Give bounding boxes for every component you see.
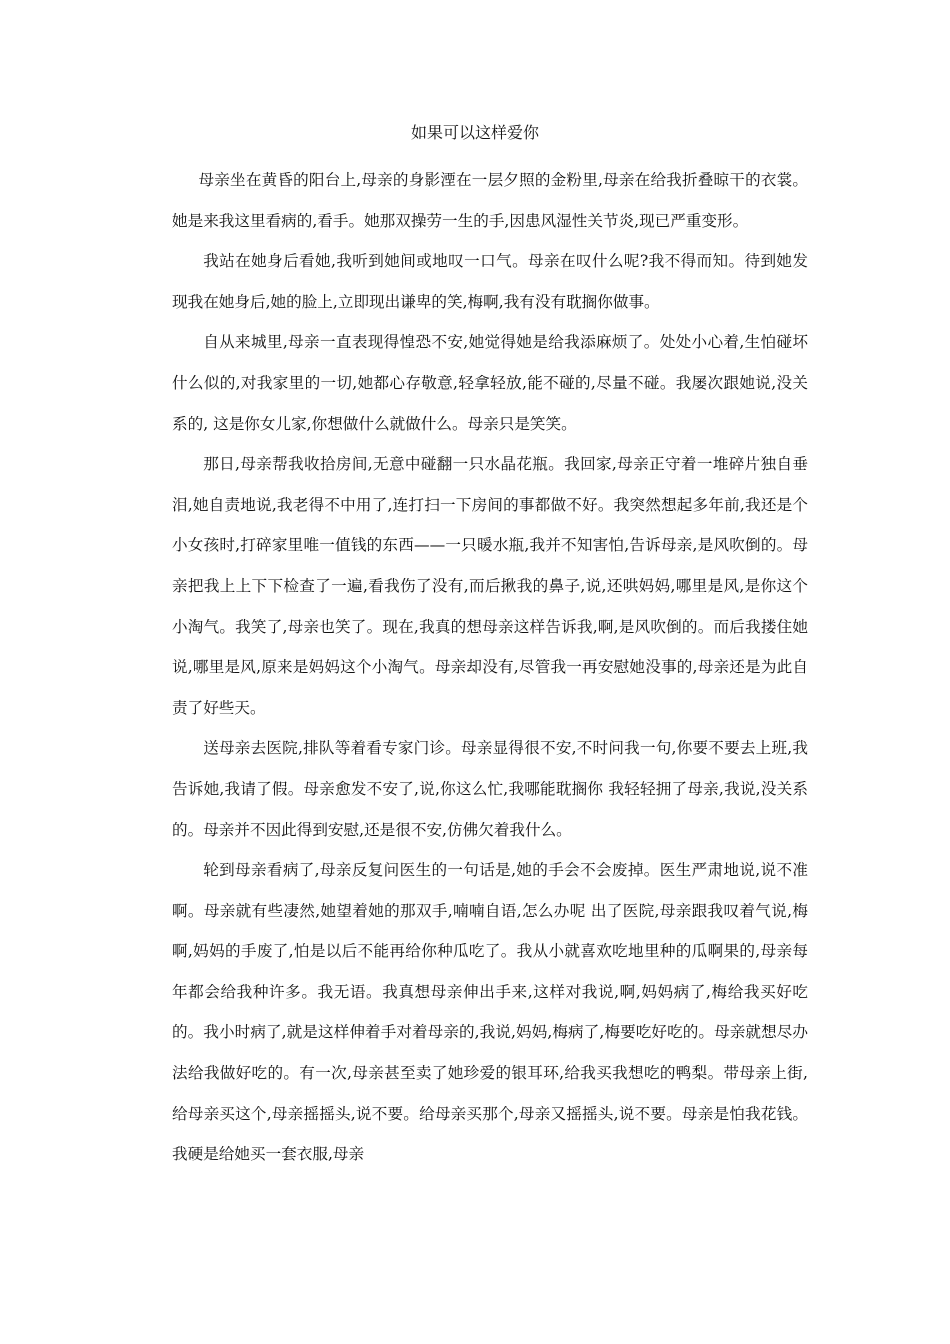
document-body xyxy=(172,160,808,1175)
paragraph: 送母亲去医院,排队等着看专家门诊。母亲显得很不安,不时问我一句,你要不要去上班,我告诉她,我请了假。母亲愈发不安了,说,你这么忙,我哪能耽搁你 我轻轻拥了母亲,我说,没关系的。母亲并不因此得到安慰,还是很不安,仿佛欠着我什么。 xyxy=(172,739,808,839)
paragraph: 我站在她身后看她,我听到她间或地叹一口气。母亲在叹什么呢?我不得而知。待到她发现我在她身后,她的脸上,立即现出谦卑的笑,梅啊,我有没有耽搁你做事。 xyxy=(172,252,808,311)
paragraph: 自从来城里,母亲一直表现得惶恐不安,她觉得她是给我添麻烦了。处处小心着,生怕碰坏什么似的,对我家里的一切,她都心存敬意,轻拿轻放,能不碰的,尽量不碰。我屡次跟她说,没关系的, 这是你女儿家,你想做什么就做什么。母亲只是笑笑。 xyxy=(172,333,808,433)
paragraph: 轮到母亲看病了,母亲反复问医生的一句话是,她的手会不会废掉。医生严肃地说,说不准啊。母亲就有些凄然,她望着她的那双手,喃喃自语,怎么办呢 出了医院,母亲跟我叹着气说,梅啊,妈妈的手废了,怕是以后不能再给你种瓜吃了。我从小就喜欢吃地里种的瓜啊果的,母亲每年都会给我种许多。我无语。我真想母亲伸出手来,这样对我说,啊,妈妈病了,梅给我买好吃的。我小时病了,就是这样伸着手对着母亲的,我说,妈妈,梅病了,梅要吃好吃的。母亲就想尽办法给我做好吃的。有一次,母亲甚至卖了她珍爱的银耳环,给我买我想吃的鸭梨。带母亲上街,给母亲买这个,母亲摇摇头,说不要。给母亲买那个,母亲又摇摇头,说不要。母亲是怕我花钱。我硬是给她买一套衣服,母亲 xyxy=(172,861,808,1164)
paragraph: 母亲坐在黄昏的阳台上,母亲的身影湮在一层夕照的金粉里,母亲在给我折叠晾干的衣裳。她是来我这里看病的,看手。她那双操劳一生的手,因患风湿性关节炎,现已严重变形。 xyxy=(172,171,808,230)
document-title: 如果可以这样爱你 xyxy=(410,123,539,142)
paragraph: 那日,母亲帮我收拾房间,无意中碰翻一只水晶花瓶。我回家,母亲正守着一堆碎片独自垂泪,她自责地说,我老得不中用了,连打扫一下房间的事都做不好。我突然想起多年前,我还是个小女孩时,打碎家里唯一值钱的东西——一只暖水瓶,我并不知害怕,告诉母亲,是风吹倒的。母亲把我上上下下检查了一遍,看我伤了没有,而后揪我的鼻子,说,还哄妈妈,哪里是风,是你这个小淘气。我笑了,母亲也笑了。现在,我真的想母亲这样告诉我,啊,是风吹倒的。而后我搂住她说,哪里是风,原来是妈妈这个小淘气。母亲却没有,尽管我一再安慰她没事的,母亲还是为此自责了好些天。 xyxy=(172,455,808,717)
